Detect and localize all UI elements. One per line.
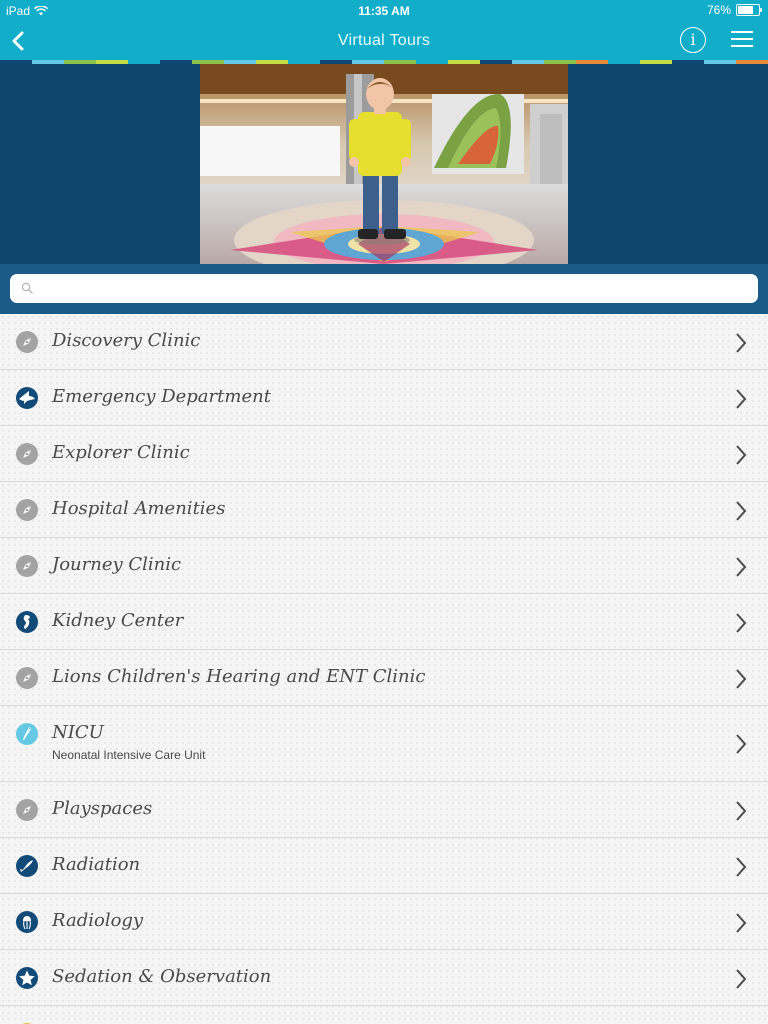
seahorse-icon (16, 611, 38, 633)
battery-fill (738, 6, 753, 14)
list-item-playspaces[interactable] (0, 782, 768, 838)
search-bar (0, 264, 768, 314)
tour-list (0, 314, 768, 1024)
compass-icon (16, 555, 38, 577)
list-item-title: Kidney Center (52, 610, 184, 631)
status-time: 11:35 AM (358, 4, 410, 18)
battery-percent: 76% (706, 3, 731, 17)
search-icon (21, 282, 33, 294)
list-item-title: Radiation (52, 854, 141, 875)
list-item-emergency-department[interactable] (0, 370, 768, 426)
hero-banner (0, 64, 768, 264)
fish-icon (16, 855, 38, 877)
battery-indicator (707, 3, 760, 17)
list-item-radiology[interactable] (0, 894, 768, 950)
search-field[interactable] (10, 274, 758, 303)
chevron-right-icon (734, 968, 748, 990)
navigation-bar (0, 22, 768, 60)
list-item-explorer-clinic[interactable] (0, 426, 768, 482)
list-item-nicu[interactable] (0, 706, 768, 782)
carrier-label: iPad (6, 4, 31, 18)
chevron-right-icon (734, 388, 748, 410)
list-item-title: Sedation & Observation (52, 966, 272, 987)
list-item-journey-clinic[interactable] (0, 538, 768, 594)
hamburger-menu-icon (731, 31, 753, 47)
list-item-title: Emergency Department (52, 386, 271, 407)
chevron-right-icon (734, 556, 748, 578)
list-item-partial (0, 1006, 768, 1024)
chevron-right-icon (734, 733, 748, 755)
info-icon: i (690, 30, 696, 49)
list-item-hospital-amenities[interactable] (0, 482, 768, 538)
starfish-icon (16, 967, 38, 989)
list-item-title: Playspaces (52, 798, 153, 819)
compass-icon (16, 667, 38, 689)
list-item-lions-hearing-ent-clinic[interactable] (0, 650, 768, 706)
jellyfish-icon (16, 911, 38, 933)
list-item-title: Explorer Clinic (52, 442, 190, 463)
chevron-right-icon (734, 668, 748, 690)
page-title: Virtual Tours (337, 32, 431, 49)
list-item-subtitle: Neonatal Intensive Care Unit (52, 748, 206, 762)
lobby-photo-illustration (200, 64, 568, 264)
compass-icon (16, 499, 38, 521)
list-item-title: Journey Clinic (52, 554, 182, 575)
list-item-title: Hospital Amenities (52, 498, 226, 519)
compass-icon (16, 331, 38, 353)
chevron-right-icon (734, 912, 748, 934)
list-item-kidney-center[interactable] (0, 594, 768, 650)
compass-icon (16, 799, 38, 821)
status-bar (0, 0, 768, 22)
hero-photo (200, 64, 568, 264)
top-bar (0, 0, 768, 64)
list-item-title: Lions Children's Hearing and ENT Clinic (52, 666, 426, 687)
chevron-right-icon (734, 612, 748, 634)
menu-button[interactable] (731, 31, 753, 49)
battery-icon (736, 4, 760, 16)
chevron-right-icon (734, 856, 748, 878)
list-item-title: Discovery Clinic (52, 330, 201, 351)
list-item-radiation[interactable] (0, 838, 768, 894)
shark-icon (16, 387, 38, 409)
chevron-right-icon (734, 332, 748, 354)
search-input[interactable] (38, 274, 742, 305)
list-item-discovery-clinic[interactable] (0, 314, 768, 370)
list-item-title: NICU (52, 722, 104, 743)
compass-icon (16, 443, 38, 465)
chevron-right-icon (734, 500, 748, 522)
chevron-right-icon (734, 800, 748, 822)
list-item-sedation-observation[interactable] (0, 950, 768, 1006)
info-button[interactable] (680, 27, 706, 53)
list-item-title: Radiology (52, 910, 144, 931)
chevron-right-icon (734, 444, 748, 466)
penguin-icon (16, 723, 38, 745)
